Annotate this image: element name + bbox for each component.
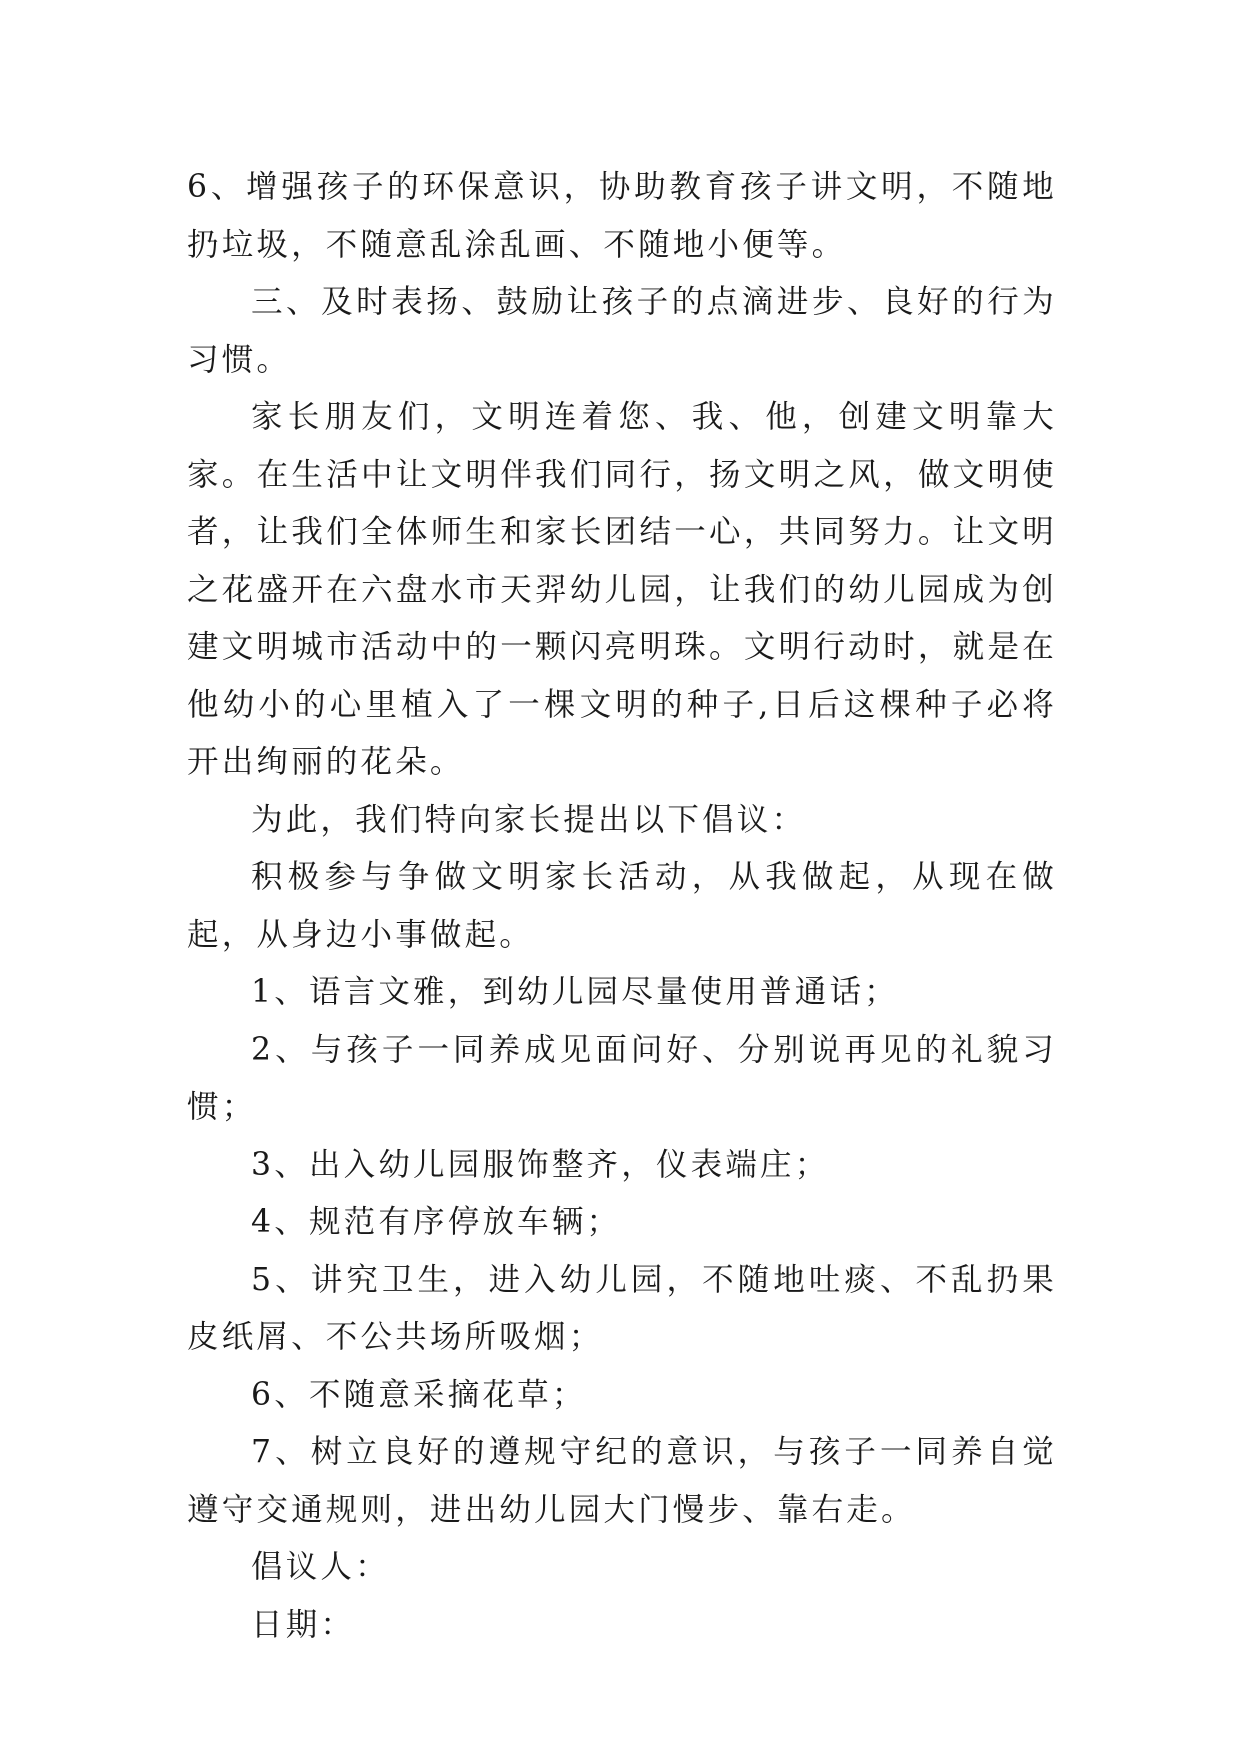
paragraph-proposal-lead: 积极参与争做文明家长活动，从我做起，从现在做起，从身边小事做起。 (187, 859, 1057, 953)
paragraph-item-6-environment: 6、增强孩子的环保意识，协助教育孩子讲文明，不随地扔垃圾，不随意乱涂乱画、不随地小便等。 (187, 169, 1057, 263)
list-item-7: 7、树立良好的遵规守纪的意识，与孩子一同养自觉遵守交通规则，进出幼儿园大门慢步、靠右走。 (187, 1434, 1057, 1528)
list-item-2: 2、与孩子一同养成见面问好、分别说再见的礼貌习惯； (187, 1031, 1057, 1125)
list-item-3: 3、出入幼儿园服饰整齐，仪表端庄； (251, 1146, 830, 1183)
paragraph-parents-address: 家长朋友们，文明连着您、我、他，创建文明靠大家。在生活中让文明伴我们同行，扬文明之风，做文明使者，让我们全体师生和家长团结一心，共同努力。让文明之花盛开在六盘水市天羿幼儿园，让我们的幼儿园成为创建文明城市活动中的一颗闪亮明珠。文明行动时，就是在他幼小的心里植入了一棵文明的种子,日后这棵种子必将开出绚丽的花朵。 (187, 399, 1057, 780)
list-item-6: 6、不随意采摘花草； (251, 1376, 587, 1413)
paragraph-proposal-intro: 为此，我们特向家长提出以下倡议： (251, 801, 807, 838)
list-item-1: 1、语言文雅，到幼儿园尽量使用普通话； (251, 974, 899, 1010)
paragraph-section-three-praise: 三、及时表扬、鼓励让孩子的点滴进步、良好的行为习惯。 (187, 284, 1057, 378)
list-item-4: 4、规范有序停放车辆； (251, 1204, 622, 1240)
document-body (187, 159, 1057, 1654)
signature-date-label: 日期： (251, 1606, 356, 1643)
list-item-5: 5、讲究卫生，进入幼儿园，不随地吐痰、不乱扔果皮纸屑、不公共场所吸烟； (187, 1261, 1057, 1355)
signature-proposer-label: 倡议人： (251, 1549, 390, 1585)
